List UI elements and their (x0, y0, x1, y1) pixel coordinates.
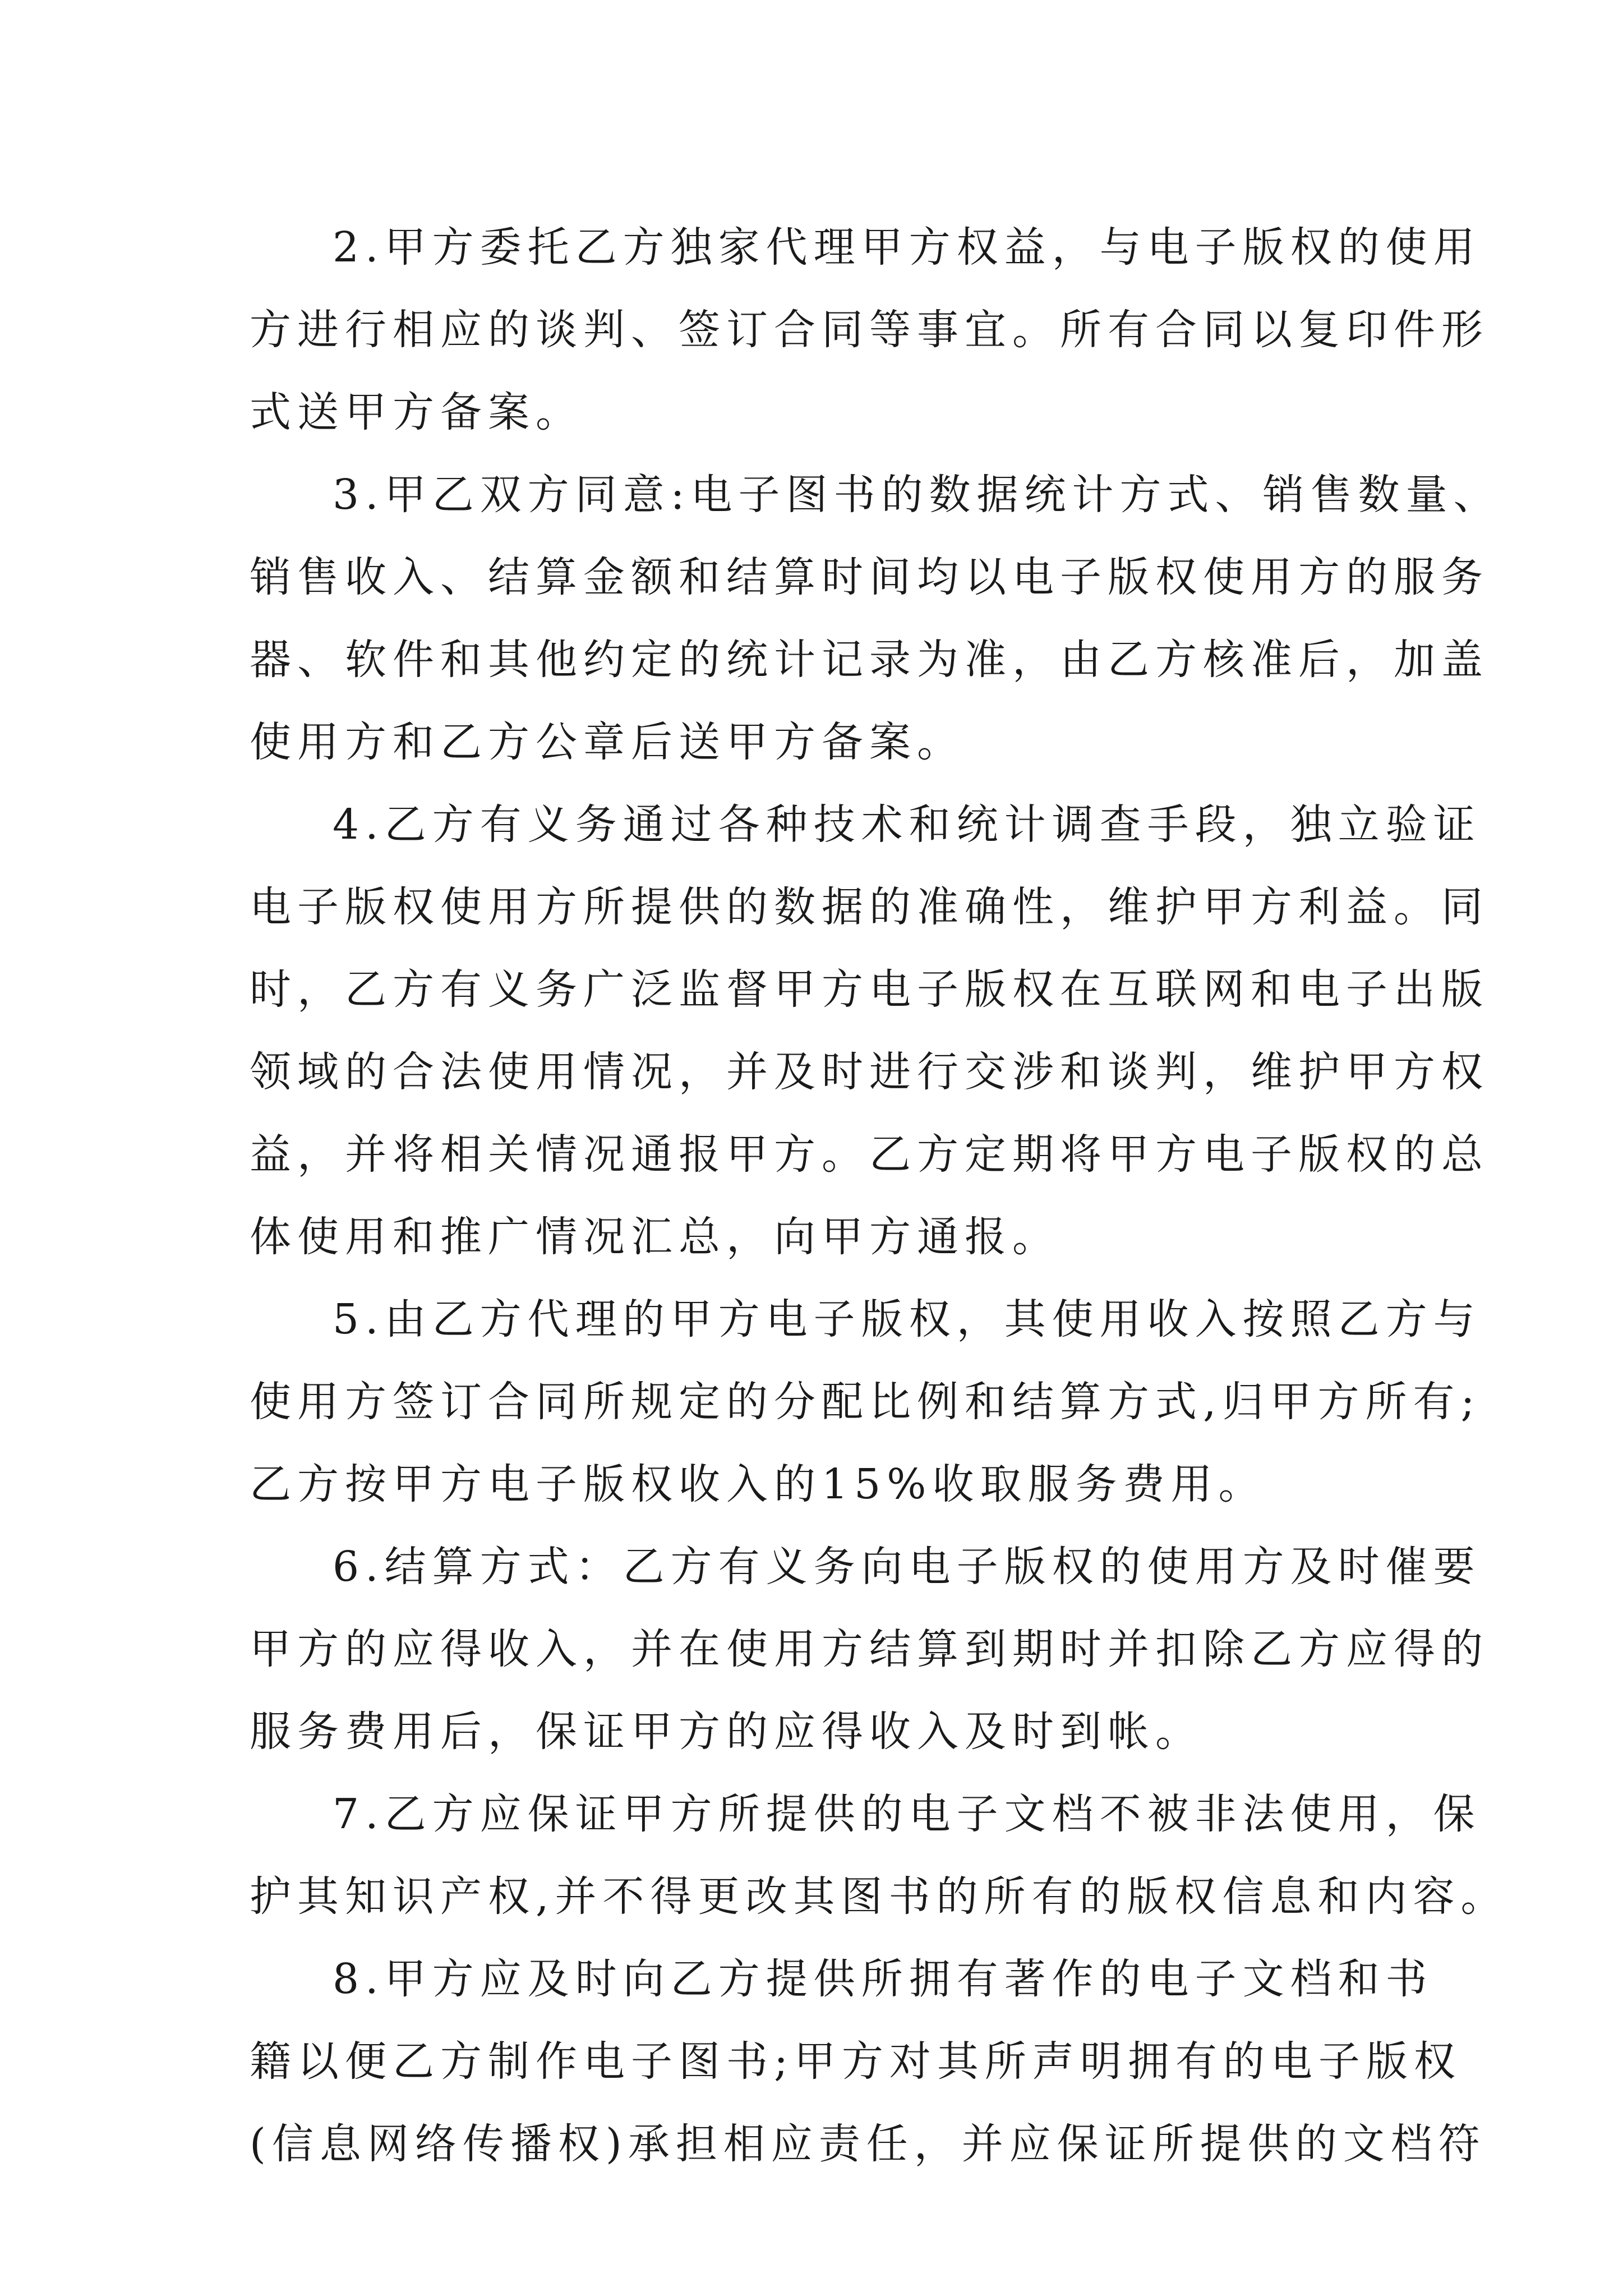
text-line: 使用方签订合同所规定的分配比例和结算方式,归甲方所有; (250, 1378, 1481, 1426)
text-line: 6.结算方式：乙方有义务向电子版权的使用方及时催要 (333, 1543, 1481, 1591)
text-line: 3.甲乙双方同意:电子图书的数据统计方式、销售数量、 (333, 471, 1501, 519)
text-line: 益，并将相关情况通报甲方。乙方定期将甲方电子版权的总 (250, 1130, 1489, 1179)
contract-body (250, 206, 1509, 2185)
text-line: 体使用和推广情况汇总，向甲方通报。 (250, 1213, 1060, 1261)
text-line: 领域的合法使用情况，并及时进行交涉和谈判，维护甲方权 (250, 1048, 1489, 1096)
text-line: 8.甲方应及时向乙方提供所拥有著作的电子文档和书 (333, 1955, 1433, 2003)
text-line: 器、软件和其他约定的统计记录为准，由乙方核准后，加盖 (250, 636, 1489, 684)
text-line: (信息网络传播权)承担相应责任，并应保证所提供的文档符 (250, 2120, 1486, 2168)
text-line: 7.乙方应保证甲方所提供的电子文档不被非法使用，保 (333, 1790, 1481, 1838)
text-line: 护其知识产权,并不得更改其图书的所有的版权信息和内容。 (250, 1872, 1509, 1921)
text-line: 时，乙方有义务广泛监督甲方电子版权在互联网和电子出版 (250, 965, 1489, 1014)
text-line: 5.由乙方代理的甲方电子版权，其使用收入按照乙方与 (333, 1295, 1481, 1343)
text-line: 甲方的应得收入，并在使用方结算到期时并扣除乙方应得的 (250, 1625, 1489, 1673)
text-line: 服务费用后，保证甲方的应得收入及时到帐。 (250, 1708, 1203, 1756)
text-line: 销售收入、结算金额和结算时间均以电子版权使用方的服务 (250, 553, 1489, 601)
text-line: 2.甲方委托乙方独家代理甲方权益，与电子版权的使用 (333, 223, 1481, 272)
text-line: 方进行相应的谈判、签订合同等事宜。所有合同以复印件形 (250, 306, 1489, 354)
text-line: 4.乙方有义务通过各种技术和统计调查手段，独立验证 (333, 800, 1481, 849)
text-line: 电子版权使用方所提供的数据的准确性，维护甲方利益。同 (250, 883, 1489, 931)
text-line: 乙方按甲方电子版权收入的15%收取服务费用。 (250, 1460, 1266, 1508)
text-line: 籍以便乙方制作电子图书;甲方对其所声明拥有的电子版权 (250, 2037, 1461, 2086)
text-line: 式送甲方备案。 (250, 388, 583, 436)
text-line: 使用方和乙方公章后送甲方备案。 (250, 718, 965, 766)
